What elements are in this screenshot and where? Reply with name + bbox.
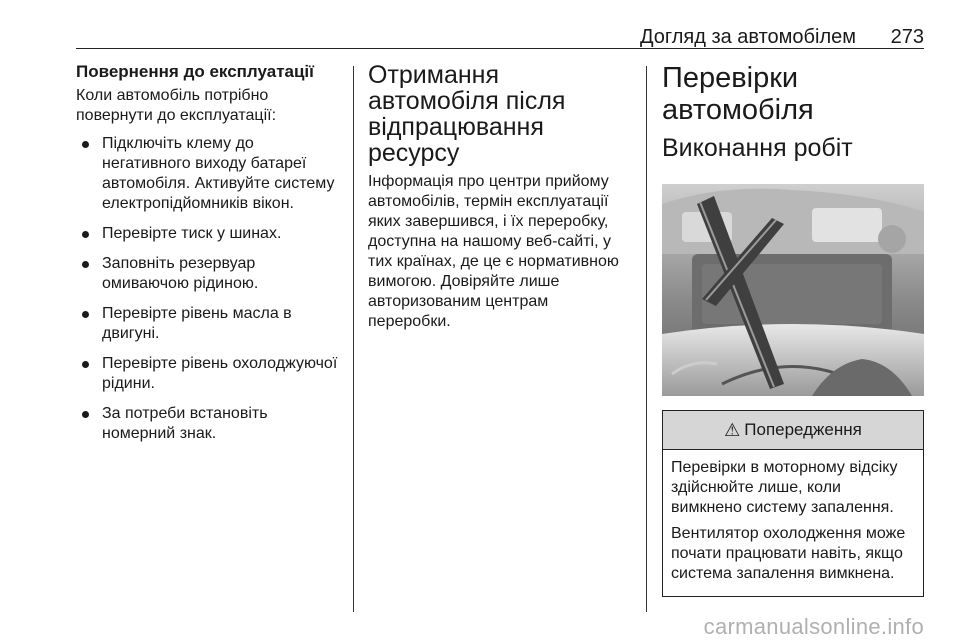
checklist xyxy=(76,134,342,444)
column-left xyxy=(76,62,342,454)
list-item xyxy=(76,354,342,394)
intro-text: Коли автомобіль потрібно повернути до експлуатації: xyxy=(76,87,277,124)
column-middle xyxy=(368,62,630,340)
warning-paragraph: Вентилятор охолодження може почати працювати навіть, якщо система запалення вимкнена. xyxy=(671,525,906,582)
list-item-text: Перевірте тиск у шинах. xyxy=(102,225,282,242)
column-divider xyxy=(353,66,354,612)
list-item-text: Перевірте рівень масла в двигуні. xyxy=(102,305,292,342)
list-item xyxy=(76,404,342,444)
list-item xyxy=(76,254,342,294)
bullet-icon xyxy=(82,411,89,418)
section-heading-return: Повернення до експлуатації xyxy=(76,62,314,81)
warning-body xyxy=(663,450,923,596)
bullet-icon xyxy=(82,361,89,368)
watermark: carmanualsonline.info xyxy=(703,614,924,639)
list-item xyxy=(76,134,342,214)
chapter-heading: Перевірки автомобіля xyxy=(662,62,814,126)
column-right xyxy=(662,62,924,597)
subsection-heading: Виконання робіт xyxy=(662,134,853,162)
warning-box xyxy=(662,410,924,597)
list-item xyxy=(76,304,342,344)
page-number: 273 xyxy=(890,26,924,48)
warning-paragraph: Перевірки в моторному відсіку здійснюйте лише, коли вимкнено систему запалення. xyxy=(671,459,898,516)
list-item xyxy=(76,224,342,244)
bullet-icon xyxy=(82,141,89,148)
bullet-icon xyxy=(82,311,89,318)
warning-title: Попередження xyxy=(744,420,862,439)
section-heading-end-of-life: Отримання автомобіля після відпрацювання ресурсу xyxy=(368,61,566,167)
list-item-text: За потреби встановіть номерний знак. xyxy=(102,405,268,442)
end-of-life-text: Інформація про центри прийому автомобілів, термін експлуатації яких завершився, і їх переробку, доступна на нашому веб-сайті, у тих країнах, де це є нормативною вимогою. Довіряйте лише авторизованим центрам переробки. xyxy=(368,173,619,330)
page-header xyxy=(76,26,924,49)
warning-header xyxy=(663,411,923,450)
bullet-icon xyxy=(82,261,89,268)
warning-triangle-icon: ⚠ xyxy=(724,419,741,440)
column-divider xyxy=(646,66,647,612)
header-title: Догляд за автомобілем xyxy=(639,26,856,48)
list-item-text: Заповніть резервуар омиваючою рідиною. xyxy=(102,255,259,292)
bullet-icon xyxy=(82,231,89,238)
list-item-text: Підключіть клему до негативного виходу батареї автомобіля. Активуйте систему електропідйомників вікон. xyxy=(102,135,335,212)
list-item-text: Перевірте рівень охолоджуючої рідини. xyxy=(102,355,338,392)
engine-bay-image xyxy=(662,184,924,396)
